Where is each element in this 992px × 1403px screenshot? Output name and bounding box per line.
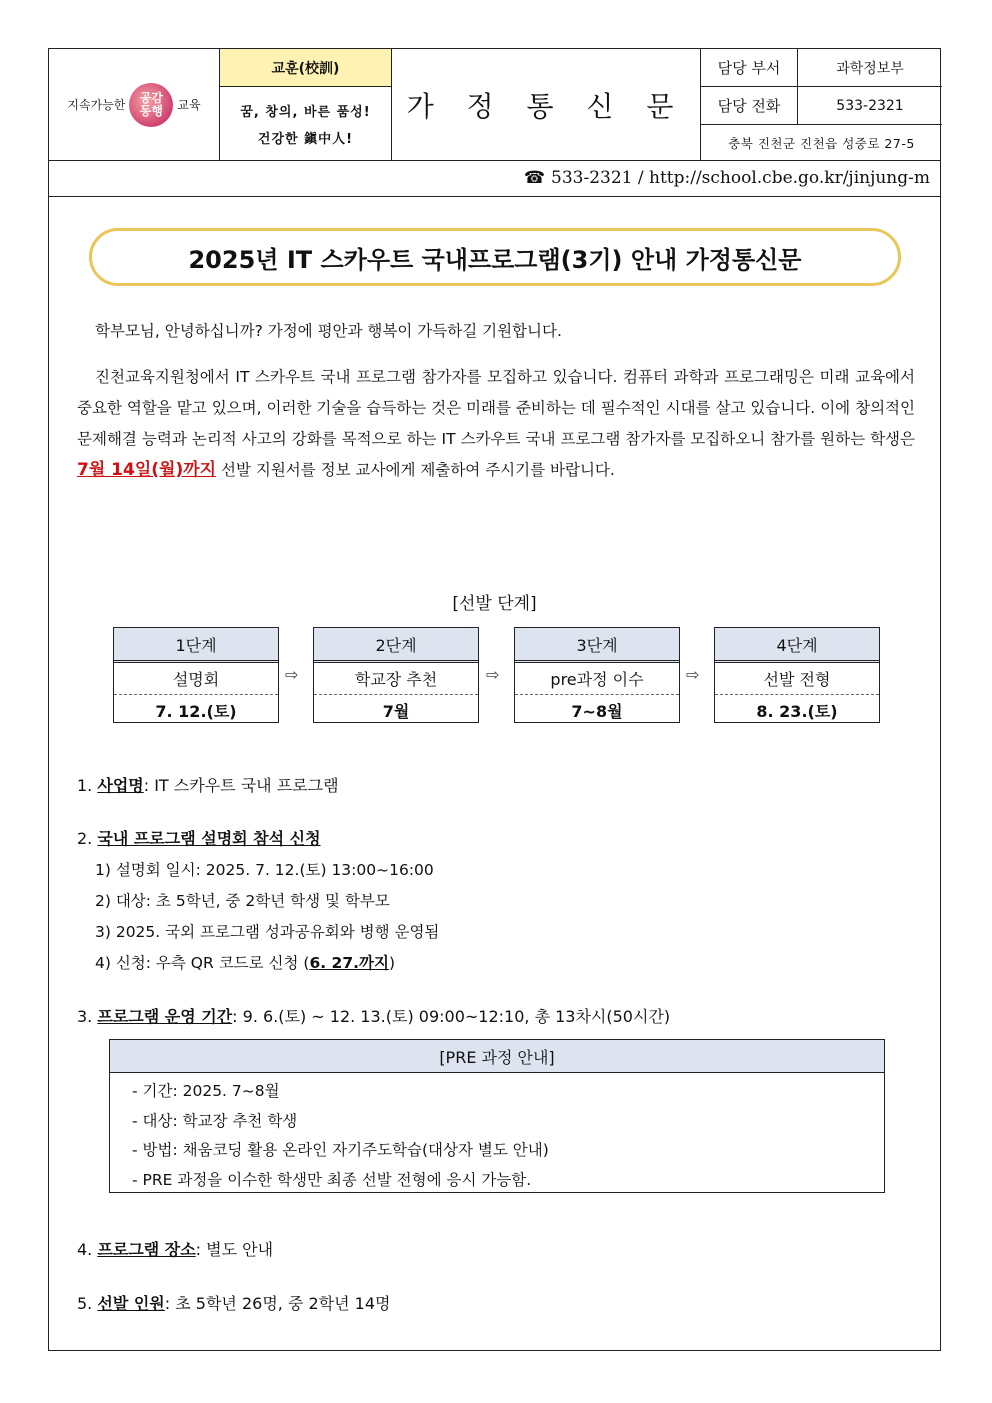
step-stage: 2단계	[314, 628, 478, 663]
logo-badge-bottom: 동행	[139, 103, 163, 118]
dept-value: 과학정보부	[798, 49, 942, 87]
step-date: 7월	[382, 701, 410, 721]
body-text-before: 진천교육지원청에서 IT 스카우트 국내 프로그램 참가자를 모집하고 있습니다. 컴퓨터 과학과 프로그래밍은 미래 교육에서 중요한 역할을 맡고 있으며, 이러한 기술을 습득하는 것은 미래를 준비하는 데 필수적인 시대를 살고 있습니다. 이에 창의적인 문제해결 능력과 논리적 사고의 강화를 목적으로 하는 IT 스카우트 국내 프로그램 참가자를 모집하오니 참가를 원하는 학생은	[77, 368, 915, 448]
item-number: 1.	[77, 776, 93, 795]
item-number: 2.	[77, 829, 93, 848]
step-name: 학교장 추천	[314, 663, 478, 695]
item-4	[77, 1237, 273, 1260]
motto-body	[220, 87, 392, 160]
notice-banner: 2025년 IT 스카우트 국내프로그램(3기) 안내 가정통신문	[89, 228, 901, 286]
item-number: 4.	[77, 1240, 93, 1259]
motto-line2: 건강한 鎭中人!	[257, 131, 354, 147]
selection-step-1	[113, 627, 279, 723]
selection-title: [선발 단계]	[452, 594, 537, 614]
contact-row	[49, 160, 940, 197]
item-5	[77, 1291, 390, 1314]
logo-badge-top: 공감	[139, 90, 163, 105]
item-text: : 초 5학년 26명, 중 2학년 14명	[164, 1294, 391, 1313]
item-2-sub-2: 2) 대상: 초 5학년, 중 2학년 학생 및 학부모	[95, 892, 390, 910]
logo-right-text: 교육	[177, 98, 201, 112]
arrow-right-icon: ⇨	[486, 665, 500, 684]
motto-line1: 꿈, 창의, 바른 품성!	[240, 104, 371, 120]
step-date: 7~8월	[571, 701, 623, 721]
dept-label: 담당 부서	[701, 49, 798, 87]
item-2-sub-3: 3) 2025. 국외 프로그램 성과공유회와 병행 운영됨	[95, 923, 440, 941]
item-title: 국내 프로그램 설명회 참석 신청	[97, 829, 321, 848]
phone-label: 담당 전화	[701, 87, 798, 125]
item-2-sub-1: 1) 설명회 일시: 2025. 7. 12.(토) 13:00~16:00	[95, 861, 434, 879]
sub4-deadline: 6. 27.까지	[309, 954, 389, 972]
step-date: 8. 23.(토)	[756, 701, 838, 721]
step-date: 7. 12.(토)	[155, 701, 237, 721]
selection-step-3	[514, 627, 680, 723]
item-title: 사업명	[97, 776, 144, 795]
phone-icon: ☎	[523, 168, 545, 188]
item-number: 3.	[77, 1007, 93, 1026]
motto-title: 교훈(校訓)	[220, 49, 392, 87]
logo-badge-icon	[129, 83, 173, 127]
item-title: 선발 인원	[97, 1294, 165, 1313]
deadline-highlight: 7월 14일(월)까지	[77, 460, 217, 480]
document-frame	[48, 48, 941, 1351]
step-name: pre과정 이수	[515, 663, 679, 695]
school-logo	[49, 49, 220, 160]
item-text: : IT 스카우트 국내 프로그램	[143, 776, 339, 795]
school-address: 충북 진천군 진천읍 성중로 27-5	[728, 135, 915, 151]
body-text-after: 선발 지원서를 정보 교사에게 제출하여 주시기를 바랍니다.	[216, 461, 615, 479]
sub4-pre: 4) 신청: 우측 QR 코드로 신청 (	[95, 954, 310, 972]
sub4-post: )	[388, 954, 396, 972]
arrow-right-icon: ⇨	[686, 665, 700, 684]
logo-left-text: 지속가능한	[67, 98, 126, 112]
item-title: 프로그램 운영 기간	[97, 1007, 233, 1026]
pre-course-line: - 방법: 채움코딩 활용 온라인 자기주도학습(대상자 별도 안내)	[132, 1141, 549, 1159]
selection-step-4	[714, 627, 880, 723]
contact-text: 533-2321 / http://school.cbe.go.kr/jinjung-m	[551, 168, 930, 188]
phone-value: 533-2321	[798, 87, 942, 125]
pre-course-line: - 대상: 학교장 추천 학생	[132, 1111, 298, 1130]
step-stage: 3단계	[515, 628, 679, 663]
document-title: 가 정 통 신 문	[392, 49, 701, 160]
step-stage: 4단계	[715, 628, 879, 663]
selection-step-2	[313, 627, 479, 723]
step-stage: 1단계	[114, 628, 278, 663]
pre-course-title: [PRE 과정 안내]	[110, 1040, 884, 1073]
item-2-sub-4	[95, 951, 395, 973]
greeting-paragraph: 학부모님, 안녕하십니까? 가정에 평안과 행복이 가득하길 기원합니다.	[95, 322, 562, 340]
item-2	[77, 826, 321, 849]
item-3	[77, 1004, 670, 1027]
item-text: : 9. 6.(토) ~ 12. 13.(토) 09:00~12:10, 총 13차시(50시간)	[232, 1007, 671, 1026]
pre-course-line: - PRE 과정을 이수한 학생만 최종 선발 전형에 응시 가능함.	[132, 1170, 532, 1189]
pre-course-box	[109, 1039, 885, 1193]
header-table	[49, 49, 940, 161]
pre-course-line: - 기간: 2025. 7~8월	[132, 1082, 280, 1100]
item-text: : 별도 안내	[195, 1240, 274, 1259]
item-number: 5.	[77, 1294, 93, 1313]
step-name: 선발 전형	[715, 663, 879, 695]
body-paragraph	[77, 362, 915, 486]
item-1	[77, 773, 339, 796]
step-name: 설명회	[114, 663, 278, 695]
item-title: 프로그램 장소	[97, 1240, 196, 1259]
arrow-right-icon: ⇨	[285, 665, 299, 684]
pre-course-list	[110, 1073, 884, 1195]
